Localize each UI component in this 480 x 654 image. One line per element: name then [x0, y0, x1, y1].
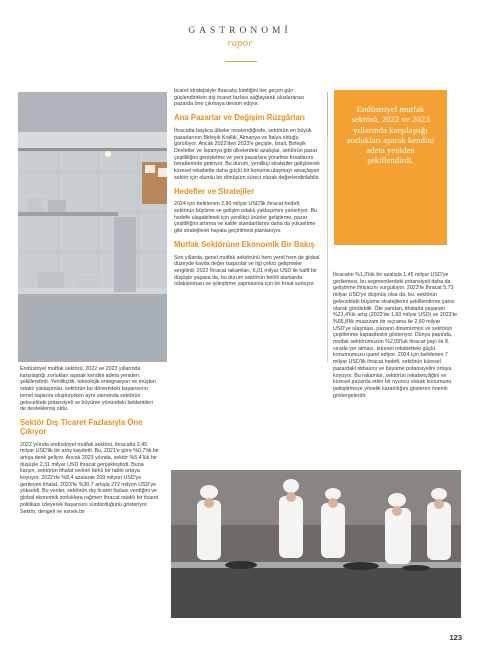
heading-hedefler: Hedefler ve Stratejiler — [174, 186, 255, 196]
paragraph-right: İhracatın %1,3'lük bir azalışla 1,45 milyar USD'ye gerilemesi, bu segmentlerdeki potansiyeli daha da geliştirme ihtiyacını vurguluyor. 2023'te İhracat 5,73 milyar USD'ye düşmüş olsa da, bu, sektörün gelecekteki büyüme stratejilerini şekillendirme şansı olarak görülebilir. Öte yandan, ithalatta yaşanan %21,4'lük artış (2022'de 1,60 milyar USD) ve 2023'te %65,8'lik muazzam bir sıçrama ile 2,60 milyar USD'ye ulaşması, pazarın dinamizmini ve sektörün çeşitlenme kapasitesini gösteriyor. Dünya papında, mutfak sektörümüzün %2,09'luk ihracat payı ile 8. sırada yer alması, küresel rekabetteki güçlü konumumuzu işaret ediyor. 2024 için belirlenen 7 milyar USD'lik ihracat hedefi, sektörün küresel pazardaki iddiasını ve büyüme potansiyelini ortaya koyuyor. Bu rakamlar, sektörün rekabetçiliğini ve küresel pazarda etkin bir oyuncu olarak konumunu pekiştirmeye yönelik kararlılığını gösteren önemli göstergelerdir. — [333, 272, 458, 399]
magazine-brand: GASTRONOMİ — [188, 26, 292, 36]
chefs-photo — [171, 470, 461, 618]
paragraph-mutfak: Son yıllarda, genel mutfak sektörünü hem yerel hem de global düzeyde kayda değer başarılar ve ilgi çekici gelişmeler sergiledi. 2022 İhracat rakamları, 6,01 milyar USD ile hafif bir düşüşle yaşasa da, bu durum sektörün belirli alanlarda odaklanması ve iyileştirme yapmasına için bir fırsat sunuyor. — [174, 254, 320, 288]
header-rule — [225, 61, 257, 62]
heading-pazarlar: Ana Pazarlar ve Değişim Rüzgârları — [174, 113, 305, 123]
pull-quote: Endüstriyel mutfak sektörü, 2022 ve 2023 yıllarında karşılaştığı zorlukları aşarak kendini adeta yeniden şekillendirdi. — [334, 90, 447, 245]
paragraph-pazarlar: İhracatta başlıca ülkeler incelendiğinde, sektörün en büyük pazarlarının Birleşik Krallık, Almanya ve İtalya olduğu görülüyor. Ancak 2022'den 2023'e geçişte, İsrail, Birleşik Devletler ve İspanya gibi ülkelerdeki azalışlar, sektörün pazar çeşitliliğini genişletme ve yeni pazarlara yönelme fırsatlarını beraberinde getiriyor. Bu durum, yenilikçi stratejiler geliştirerek küresel rekabette daha güçlü bir konuma ulaşmayı amaçlayan sektör için olumlu bir dönüşüm süreci olarak değerlendirilebilir. — [174, 127, 320, 181]
paragraph-top: ticaret stratejisiyle ihracatçı kimliğini her geçen gün güçlendirirken dış ticaret fazlası sağlayarak uluslararası pazarda öne çıkmaya devam ediyor. — [174, 88, 305, 108]
section-subtitle: rapor — [227, 37, 253, 49]
masthead — [0, 26, 480, 49]
paragraph-hedefler: 2024 için belirlenen 2,80 milyar USD'lik ihracat hedefi, sektörün büyüme ve gelişim odaklı yaklaşımını yansıtıyor. Bu hedefe ulaşabilmek için yenilikçi ürünler geliştirme, pazar çeşitliliğini artırma ve kalite standartlarını daha da yükseltme gibi stratejilerin hayata geçirilmesi planlanıyor. — [174, 201, 318, 235]
right-column — [333, 272, 459, 403]
intro-paragraph: Endüstriyel mutfak sektörü, 2022 ve 2023 yıllarında karşılaştığı zorlukları aşarak kendini adeta yeniden şekillendirdi. Yenilikçilik, teknolojik entegrasyon ve müşteri odaklı yaklaşımlar, sektörün bu dönemdeki başarısının temel taşlarını oluştururken aynı zamanda sektörün gelecekteki potansiyeli ve büyüme yönündeki beklentileri de desteklemiş oldu. — [20, 366, 157, 413]
page-number: 123 — [449, 633, 462, 642]
middle-column — [174, 88, 320, 292]
paragraph-dis-ticaret: 2022 yılında endüstriyel mutfak sektörü, ihracatta 2,45 milyar USD'lik bir artış kaydetti. Bu, 2021'e göre %0,7'lik bir artışa denk geliyor. Ancak 2023 yılında, sektör %5,4'lük bir düşüşle 2,31 milyar USD ihracat gerçekleştirdi. Buna karşın, sektörün ithalat verileri farklı bir tablo ortaya koyuyor. 2022'de %8,4 azalarak 209 milyon USD'ye gerileyen ithalat, 2023'te %30,7 artışla 272 milyon USD'ye yükseldi. Bu veriler, sektörün dış ticaret fazlası verdiğini ve global ekonomik zorluklara rağmen ihracat odaklı bir ticaret politikası izleyerek başarısını sürdürdüğünü gösteriyor. Sektör, dengeli ve esnek bir — [20, 441, 159, 515]
left-column — [20, 366, 160, 519]
heading-dis-ticaret: Sektör Dış Ticaret Fazlasıyla Öne Çıkıyor — [20, 417, 143, 436]
heading-mutfak: Mutfak Sektörüne Ekonomik Bir Bakış — [174, 239, 315, 249]
